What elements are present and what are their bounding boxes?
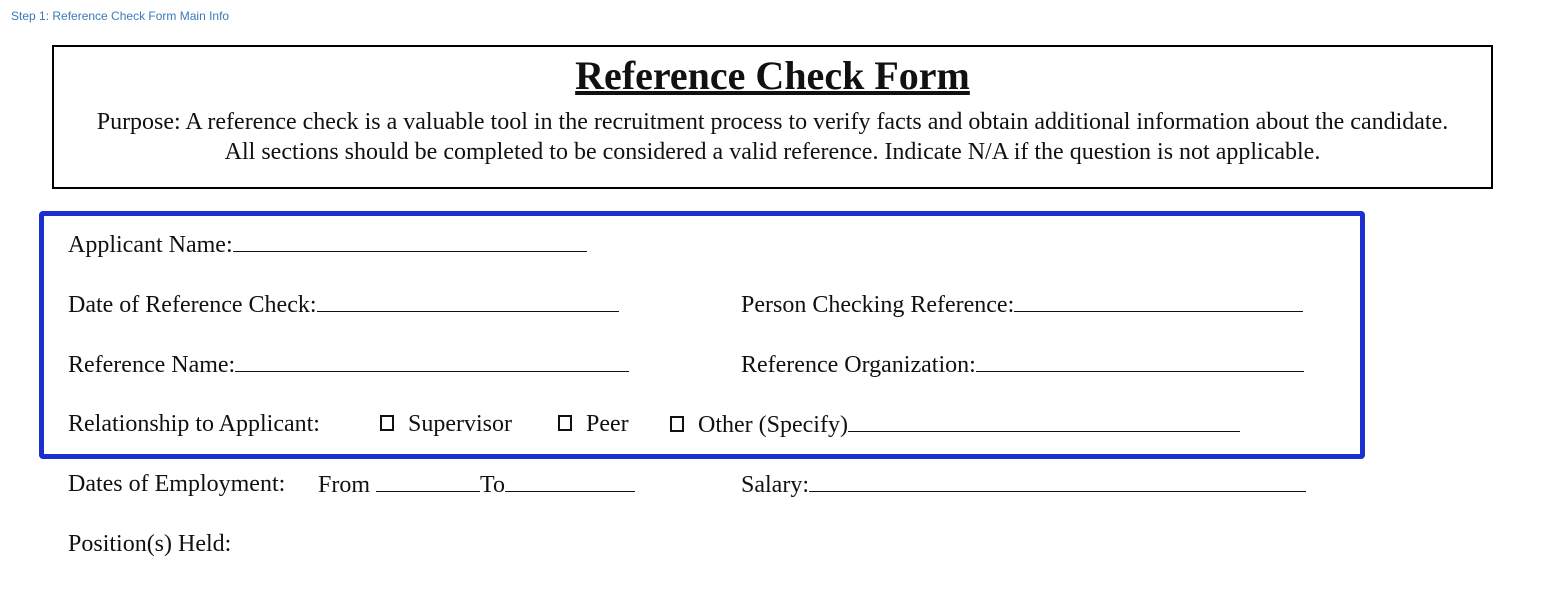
to-label: To <box>480 472 505 498</box>
form-title: Reference Check Form <box>575 53 970 98</box>
salary-field[interactable] <box>741 469 1306 500</box>
supervisor-label: Supervisor <box>408 411 512 437</box>
applicant-name-field[interactable] <box>68 229 587 260</box>
positions-held-label: Position(s) Held: <box>68 531 232 557</box>
option-supervisor[interactable] <box>380 409 512 439</box>
other-checkbox[interactable] <box>670 416 684 432</box>
date-of-reference-check-line[interactable] <box>317 289 619 312</box>
other-specify-line[interactable] <box>848 409 1240 432</box>
date-of-reference-check-field[interactable] <box>68 289 619 320</box>
person-checking-reference-line[interactable] <box>1014 289 1303 312</box>
reference-name-line[interactable] <box>235 349 629 372</box>
to-line[interactable] <box>505 469 635 492</box>
from-label: From <box>318 472 371 498</box>
person-checking-reference-field[interactable] <box>741 289 1303 320</box>
option-peer[interactable] <box>558 409 629 439</box>
salary-label: Salary: <box>741 472 809 498</box>
employment-from-field[interactable] <box>318 469 635 500</box>
peer-label: Peer <box>586 411 629 437</box>
date-of-reference-check-label: Date of Reference Check: <box>68 292 317 318</box>
dates-of-employment-label: Dates of Employment: <box>68 471 286 497</box>
reference-organization-line[interactable] <box>976 349 1304 372</box>
salary-line[interactable] <box>809 469 1306 492</box>
positions-held-field[interactable] <box>68 529 231 559</box>
relationship-to-applicant-label: Relationship to Applicant: <box>68 411 320 437</box>
applicant-name-label: Applicant Name: <box>68 232 233 258</box>
person-checking-reference-label: Person Checking Reference: <box>741 292 1015 318</box>
reference-name-field[interactable] <box>68 349 629 380</box>
other-label: Other (Specify) <box>698 412 848 438</box>
form-purpose: Purpose: A reference check is a valuable tool in the recruitment process to verify facts and obtain additional information about the candidate. All sections should be completed to be considered a valid reference. Indicate N/A if the question is not applicable. <box>96 109 1449 165</box>
peer-checkbox[interactable] <box>558 415 572 431</box>
option-other[interactable] <box>670 409 1240 440</box>
reference-organization-field[interactable] <box>741 349 1304 380</box>
step-label: Step 1: Reference Check Form Main Info <box>11 9 230 23</box>
reference-name-label: Reference Name: <box>68 352 236 378</box>
reference-organization-label: Reference Organization: <box>741 352 976 378</box>
supervisor-checkbox[interactable] <box>380 415 394 431</box>
relationship-to-applicant-field <box>68 409 320 439</box>
from-line[interactable] <box>376 469 480 492</box>
dates-of-employment-field <box>68 469 285 499</box>
form-header <box>52 45 1493 189</box>
applicant-name-line[interactable] <box>233 229 587 252</box>
